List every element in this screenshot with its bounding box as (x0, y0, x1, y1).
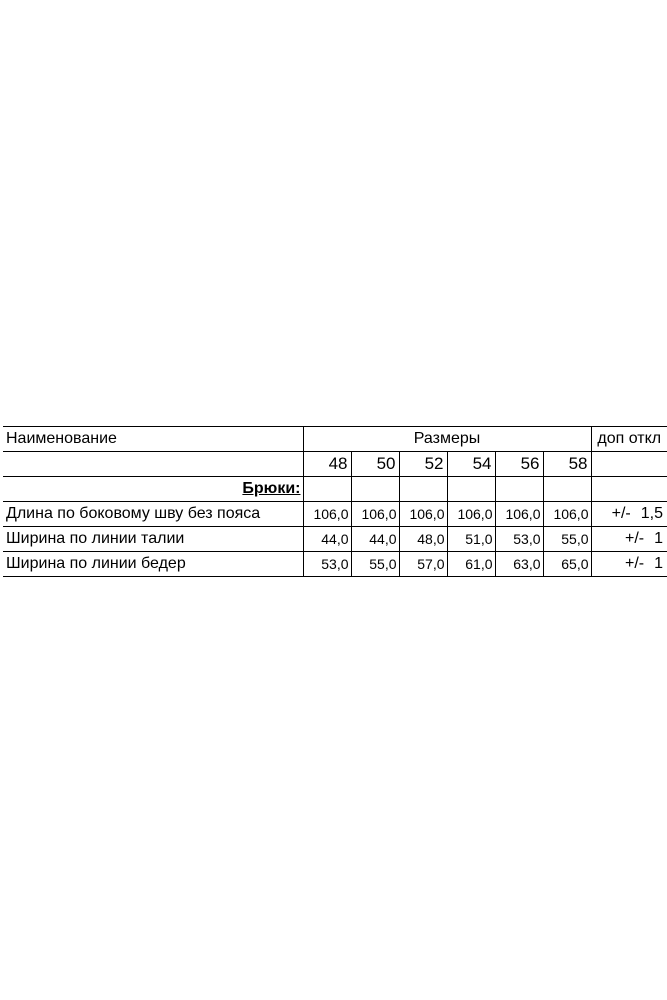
empty-cell (351, 477, 399, 502)
row-value: 55,0 (351, 552, 399, 577)
empty-cell (447, 477, 495, 502)
row-tolerance (591, 552, 667, 577)
row-tolerance (591, 527, 667, 552)
row-value: 55,0 (543, 527, 591, 552)
table-row (3, 552, 667, 577)
row-value: 61,0 (447, 552, 495, 577)
row-value: 57,0 (399, 552, 447, 577)
size-chart-table (3, 426, 667, 577)
row-value: 65,0 (543, 552, 591, 577)
empty-cell (591, 477, 667, 502)
row-tolerance (591, 502, 667, 527)
table-row (3, 502, 667, 527)
row-value: 48,0 (399, 527, 447, 552)
size-52: 52 (399, 452, 447, 477)
size-58: 58 (543, 452, 591, 477)
row-value: 106,0 (543, 502, 591, 527)
tolerance-value: 1 (654, 555, 663, 572)
empty-cell (3, 452, 303, 477)
empty-cell (591, 452, 667, 477)
table-row (3, 527, 667, 552)
row-name: Ширина по линии бедер (3, 552, 303, 577)
section-label: Брюки: (3, 477, 303, 502)
size-50: 50 (351, 452, 399, 477)
row-name: Ширина по линии талии (3, 527, 303, 552)
tolerance-sign: +/- (624, 530, 645, 547)
row-name: Длина по боковому шву без пояса (3, 502, 303, 527)
section-row (3, 477, 667, 502)
empty-cell (543, 477, 591, 502)
sizes-column-header: Размеры (303, 427, 591, 452)
row-value: 53,0 (303, 552, 351, 577)
row-value: 63,0 (495, 552, 543, 577)
row-value: 106,0 (447, 502, 495, 527)
tolerance-sign: +/- (611, 505, 631, 522)
row-value: 106,0 (399, 502, 447, 527)
size-56: 56 (495, 452, 543, 477)
row-value: 44,0 (351, 527, 399, 552)
empty-cell (495, 477, 543, 502)
row-value: 51,0 (447, 527, 495, 552)
empty-cell (399, 477, 447, 502)
row-value: 106,0 (303, 502, 351, 527)
header-row (3, 427, 667, 452)
row-value: 106,0 (495, 502, 543, 527)
row-value: 44,0 (303, 527, 351, 552)
empty-cell (303, 477, 351, 502)
row-value: 106,0 (351, 502, 399, 527)
name-column-header: Наименование (3, 427, 303, 452)
size-54: 54 (447, 452, 495, 477)
tolerance-column-header: доп откл (591, 427, 667, 452)
row-value: 53,0 (495, 527, 543, 552)
tolerance-value: 1 (654, 530, 663, 547)
size-48: 48 (303, 452, 351, 477)
tolerance-value: 1,5 (640, 505, 663, 522)
sizes-row (3, 452, 667, 477)
tolerance-sign: +/- (624, 555, 645, 572)
